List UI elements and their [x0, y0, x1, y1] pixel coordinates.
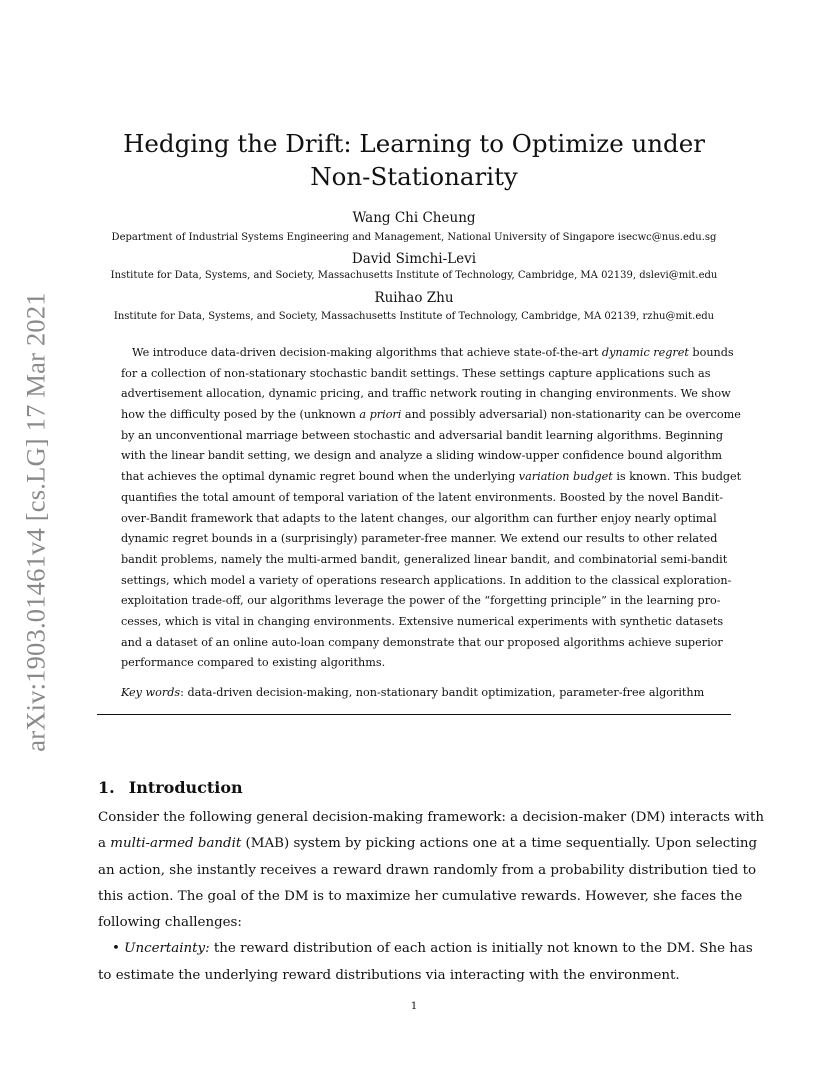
author-name: David Simchi-Levi [351, 251, 477, 267]
abstract-line: and a dataset of an online auto-loan company demonstrate that our proposed algorithms achieve superior [121, 635, 723, 649]
author-name: Ruihao Zhu [374, 290, 454, 306]
author-name: Wang Chi Cheung [352, 210, 476, 226]
abstract-line: over-Bandit framework that adapts to the latent changes, our algorithm can further enjoy nearly optimal [121, 511, 717, 525]
abstract-line: advertisement allocation, dynamic pricing, and traffic network routing in changing environments. We show [121, 387, 731, 401]
arxiv-id: arXiv:1903.01461v4 [cs.LG] 17 Mar 2021 [20, 292, 51, 752]
body-line: to estimate the underlying reward distributions via interacting with the environment. [98, 967, 680, 983]
emphasis: dynamic regret [601, 346, 689, 359]
abstract-line: cesses, which is vital in changing environments. Extensive numerical experiments with synthetic datasets [121, 614, 724, 628]
section-title: Introduction [128, 778, 243, 797]
body-text [98, 805, 764, 989]
section-number: 1. [98, 778, 115, 797]
author-affiliation: Institute for Data, Systems, and Society, Massachusetts Institute of Technology, Cambridge, MA 02139, dslevi@mit.edu [110, 270, 718, 281]
abstract-line: We introduce data-driven decision-making algorithms that achieve state-of-the-art dynamic regret bounds [132, 346, 734, 359]
abstract-line: exploitation trade-off, our algorithms leverage the power of the “forgetting principle” in the learning pro- [121, 594, 721, 608]
emphasis: a priori [359, 408, 402, 422]
abstract-line: how the difficulty posed by the (unknown a priori and possibly adversarial) non-stationarity can be overcome [121, 408, 741, 422]
keywords-label: Key words [121, 686, 181, 699]
author-affiliation: Department of Industrial Systems Engineering and Management, National University of Singapore isecwc@nus.edu.sg [111, 232, 717, 243]
abstract-line: for a collection of non-stationary stochastic bandit settings. These settings capture applications such as [121, 366, 711, 380]
title-line-1: Hedging the Drift: Learning to Optimize under [123, 129, 705, 158]
body-line: this action. The goal of the DM is to maximize her cumulative rewards. However, she faces the [98, 888, 743, 904]
abstract-line: settings, which model a variety of operations research applications. In addition to the classical exploration- [121, 573, 732, 587]
abstract-line: dynamic regret bounds in a (surprisingly) parameter-free manner. We extend our results to other related [121, 532, 718, 546]
page-number: 1 [410, 1001, 418, 1012]
keywords [121, 685, 704, 701]
abstract-line: with the linear bandit setting, we design and analyze a sliding window-upper confidence bound algorithm [121, 449, 722, 463]
abstract [121, 343, 742, 674]
bullet-icon: • [112, 941, 120, 957]
abstract-line: by an unconventional marriage between stochastic and adversarial bandit learning algorithms. Beginning [121, 428, 723, 442]
body-line: a multi-armed bandit (MAB) system by picking actions one at a time sequentially. Upon selecting [98, 836, 758, 852]
body-line: following challenges: [98, 915, 242, 931]
bullet-item: • Uncertainty: the reward distribution of each action is initially not known to the DM. She has [112, 941, 753, 957]
section-heading [98, 777, 243, 799]
body-line: Consider the following general decision-making framework: a decision-maker (DM) interacts with [98, 810, 764, 825]
body-line: an action, she instantly receives a reward drawn randomly from a probability distribution tied to [98, 862, 757, 878]
abstract-line: that achieves the optimal dynamic regret bound when the underlying variation budget is known. This budget [121, 470, 742, 484]
keywords-text: data-driven decision-making, non-stationary bandit optimization, parameter-free algorithm [187, 686, 705, 699]
title-line-2: Non-Stationarity [310, 162, 518, 191]
abstract-line: performance compared to existing algorithms. [121, 656, 386, 670]
emphasis: multi-armed bandit [110, 836, 242, 852]
author-affiliation: Institute for Data, Systems, and Society, Massachusetts Institute of Technology, Cambridge, MA 02139, rzhu@mit.edu [113, 311, 715, 322]
section-divider [97, 714, 731, 715]
emphasis: variation budget [518, 470, 613, 484]
emphasis: Uncertainty: [124, 941, 210, 957]
abstract-line: bandit problems, namely the multi-armed bandit, generalized linear bandit, and combinatorial semi-bandit [121, 552, 728, 566]
paper-title [0, 127, 828, 193]
abstract-line: quantifies the total amount of temporal variation of the latent environments. Boosted by the novel Bandit- [121, 490, 723, 504]
keywords-separator: : [180, 686, 188, 699]
